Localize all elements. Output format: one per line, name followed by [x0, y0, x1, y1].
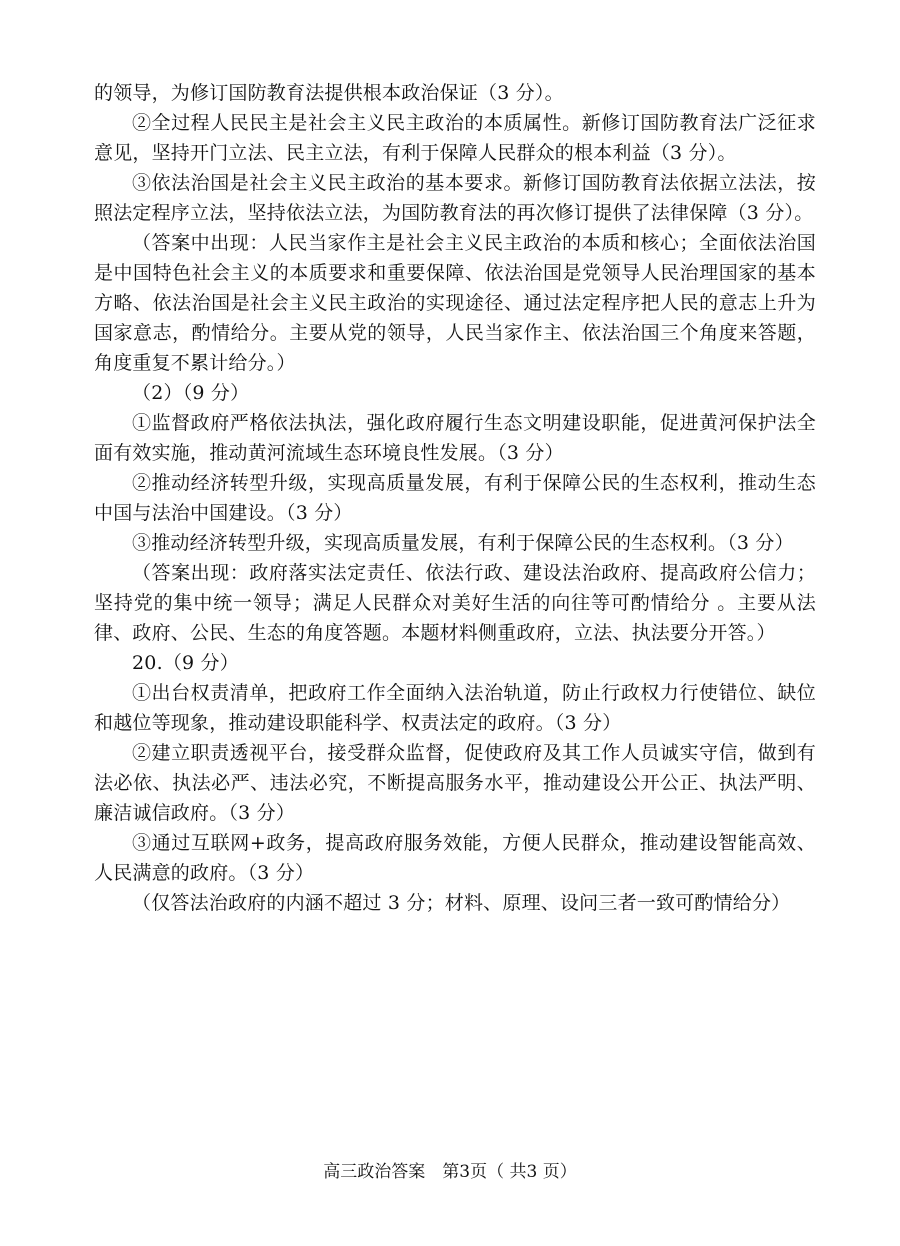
paragraph-rule-of-law: ③依法治国是社会主义民主政治的基本要求。新修订国防教育法依据立法法，按照法定程序立法，坚持依法立法，为国防教育法的再次修订提供了法律保障（3 分）。 — [94, 172, 816, 224]
paragraph-party-leadership-end: 的领导，为修订国防教育法提供根本政治保证（3 分）。 — [94, 82, 564, 104]
answer-content — [94, 78, 816, 918]
heading-question-20: 20.（9 分） — [132, 652, 239, 674]
heading-question-2: （2）（9 分） — [132, 382, 250, 404]
paragraph-economic-transformation-1: ②推动经济转型升级，实现高质量发展，有利于保障公民的生态权利，推动生态中国与法治中国建设。（3 分） — [94, 472, 816, 524]
paragraph-scoring-note-3: （仅答法治政府的内涵不超过 3 分；材料、原理、设问三者一致可酌情给分） — [132, 892, 791, 914]
paragraph-transparency-platform: ②建立职责透视平台，接受群众监督，促使政府及其工作人员诚实守信，做到有法必依、执法必严、违法必究，不断提高服务水平，推动建设公开公正、执法严明、廉洁诚信政府。（3 分） — [94, 742, 816, 824]
paragraph-whole-process-democracy: ②全过程人民民主是社会主义民主政治的本质属性。新修订国防教育法广泛征求意见，坚持开门立法、民主立法，有利于保障人民群众的根本利益（3 分）。 — [94, 112, 816, 164]
paragraph-economic-transformation-2: ③推动经济转型升级，实现高质量发展，有利于保障公民的生态权利。（3 分） — [132, 532, 794, 554]
page-footer: 高三政治答案 第3页（ 共3 页） — [323, 1162, 577, 1182]
paragraph-supervise-government: ①监督政府严格依法执法，强化政府履行生态文明建设职能，促进黄河保护法全面有效实施，推动黄河流域生态环境良性发展。（3 分） — [94, 412, 816, 464]
paragraph-responsibility-list: ①出台权责清单，把政府工作全面纳入法治轨道，防止行政权力行使错位、缺位和越位等现象，推动建设职能科学、权责法定的政府。（3 分） — [94, 682, 816, 734]
paragraph-internet-plus-government: ③通过互联网+政务，提高政府服务效能，方便人民群众，推动建设智能高效、人民满意的政府。（3 分） — [94, 832, 816, 884]
paragraph-scoring-note-2: （答案出现：政府落实法定责任、依法行政、建设法治政府、提高政府公信力；坚持党的集中统一领导；满足人民群众对美好生活的向往等可酌情给分 。主要从法律、政府、公民、生态的角度答题。本题材料侧重政府，立法、执法要分开答。） — [94, 562, 816, 644]
paragraph-scoring-note-1: （答案中出现：人民当家作主是社会主义民主政治的本质和核心；全面依法治国是中国特色社会主义的本质要求和重要保障、依法治国是党领导人民治理国家的基本方略、依法治国是社会主义民主政治的实现途径、通过法定程序把人民的意志上升为国家意志，酌情给分。主要从党的领导，人民当家作主、依法治国三个角度来答题，角度重复不累计给分。） — [94, 232, 816, 374]
